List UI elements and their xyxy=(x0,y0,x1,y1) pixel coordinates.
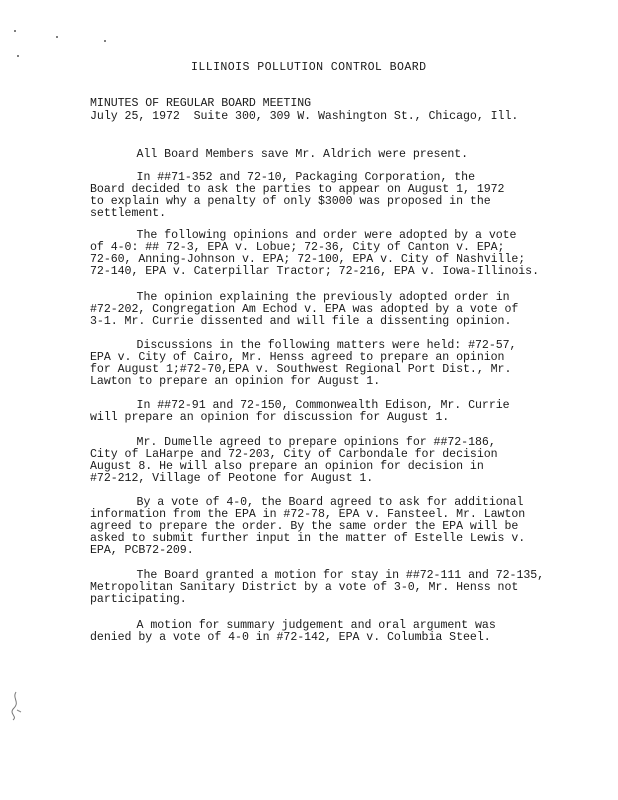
paragraph-line: Metropolitan Sanitary District by a vote of 3-0, Mr. Henss not xyxy=(90,581,519,594)
paragraph-line: 72-140, EPA v. Caterpillar Tractor; 72-216, EPA v. Iowa-Illinois. xyxy=(90,265,539,278)
paragraph-line: The opinion explaining the previously adopted order in xyxy=(102,291,510,304)
paragraph-line: EPA, PCB72-209. xyxy=(90,544,194,557)
meeting-date-location: July 25, 1972 Suite 300, 309 W. Washington St., Chicago, Ill. xyxy=(90,110,519,123)
scan-speck xyxy=(17,55,19,57)
paragraph-line: for August 1;#72-70,EPA v. Southwest Regional Port Dist., Mr. xyxy=(90,363,512,376)
scan-speck xyxy=(14,30,16,32)
paragraph-line: #72-212, Village of Peotone for August 1. xyxy=(90,472,374,485)
paragraph-line: The following opinions and order were adopted by a vote xyxy=(102,229,517,242)
paragraph-line: August 8. He will also prepare an opinion for decision in xyxy=(90,460,484,473)
paragraph-line: Mr. Dumelle agreed to prepare opinions for ##72-186, xyxy=(102,436,496,449)
paragraph-line: EPA v. City of Cairo, Mr. Henss agreed to prepare an opinion xyxy=(90,351,505,364)
paragraph-line: A motion for summary judgement and oral argument was xyxy=(102,619,496,632)
paragraph-line: asked to submit further input in the matter of Estelle Lewis v. xyxy=(90,532,526,545)
paragraph-line: The Board granted a motion for stay in ##72-111 and 72-135, xyxy=(102,569,545,582)
paragraph-line: Discussions in the following matters were held: #72-57, xyxy=(102,339,517,352)
scan-speck xyxy=(56,36,58,38)
margin-scribble xyxy=(8,690,24,724)
paragraph-line: All Board Members save Mr. Aldrich were present. xyxy=(102,148,469,161)
paragraph-line: settlement. xyxy=(90,207,166,220)
paragraph-line: will prepare an opinion for discussion for August 1. xyxy=(90,411,450,424)
paragraph-line: to explain why a penalty of only $3000 was proposed in the xyxy=(90,195,491,208)
paragraph-line: participating. xyxy=(90,593,187,606)
paragraph-line: #72-202, Congregation Am Echod v. EPA was adopted by a vote of xyxy=(90,303,519,316)
paragraph-line: In ##72-91 and 72-150, Commonwealth Edison, Mr. Currie xyxy=(102,399,510,412)
paragraph-line: 3-1. Mr. Currie dissented and will file a dissenting opinion. xyxy=(90,315,512,328)
paragraph-line: information from the EPA in #72-78, EPA v. Fansteel. Mr. Lawton xyxy=(90,508,526,521)
paragraph-line: By a vote of 4-0, the Board agreed to ask for additional xyxy=(102,496,524,509)
paragraph-line: 72-60, Anning-Johnson v. EPA; 72-100, EPA v. City of Nashville; xyxy=(90,253,526,266)
minutes-title: MINUTES OF REGULAR BOARD MEETING xyxy=(90,97,312,110)
paragraph-line: City of LaHarpe and 72-203, City of Carbondale for decision xyxy=(90,448,498,461)
paragraph-line: Lawton to prepare an opinion for August 1. xyxy=(90,375,381,388)
paragraph-line: of 4-0: ## 72-3, EPA v. Lobue; 72-36, City of Canton v. EPA; xyxy=(90,241,505,254)
paragraph-line: denied by a vote of 4-0 in #72-142, EPA v. Columbia Steel. xyxy=(90,631,491,644)
paragraph-line: agreed to prepare the order. By the same order the EPA will be xyxy=(90,520,519,533)
paragraph-line: In ##71-352 and 72-10, Packaging Corporation, the xyxy=(102,171,475,184)
scan-speck xyxy=(104,40,106,42)
document-heading: ILLINOIS POLLUTION CONTROL BOARD xyxy=(191,61,427,74)
paragraph-line: Board decided to ask the parties to appear on August 1, 1972 xyxy=(90,183,505,196)
